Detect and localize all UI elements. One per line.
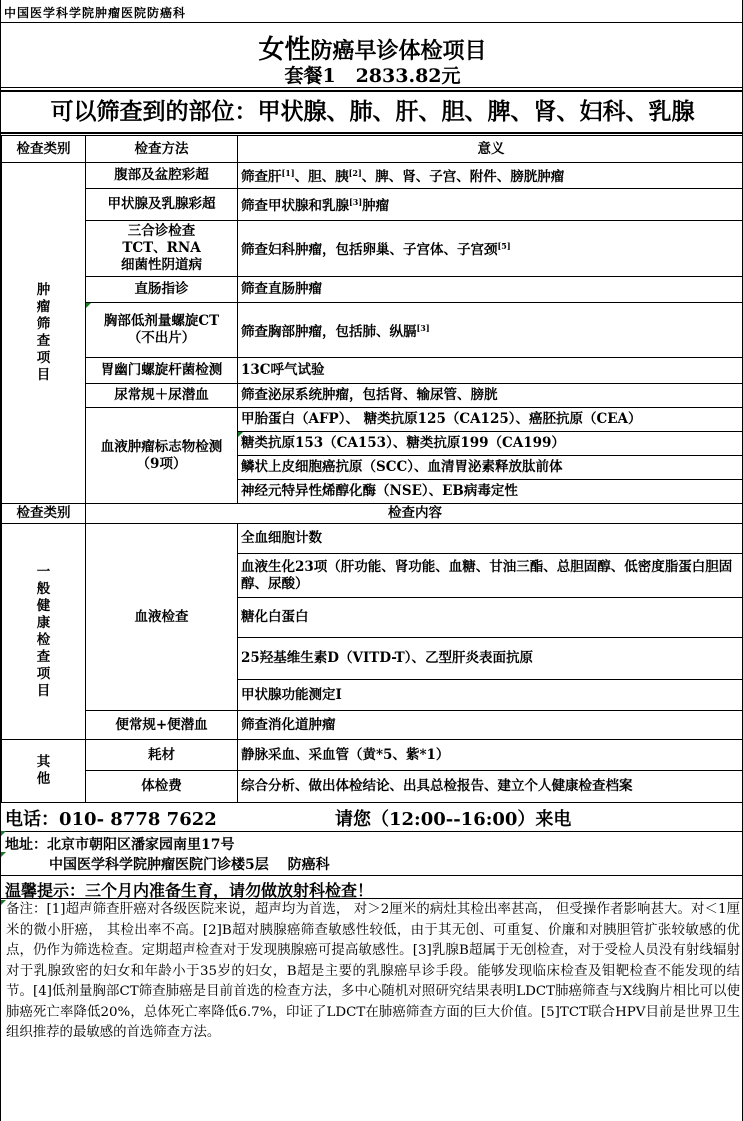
warm-tip: 温馨提示：三个月内准备生育，请勿做放射科检查！ (1, 875, 743, 899)
category-label: 其 他 (36, 754, 51, 787)
category-label: 肿 瘤 筛 查 项 目 (36, 282, 51, 383)
table-row (2, 189, 743, 221)
header-meaning: 意义 (238, 136, 743, 163)
table-row (2, 771, 743, 803)
meaning-text: 、脾、肾、子宫、附件、膀胱肿瘤 (361, 169, 565, 185)
footnote-ref: [2] (348, 168, 362, 178)
table-row (2, 358, 743, 384)
method-line: 三合诊检查 (127, 223, 196, 239)
content-cell: 全血细胞计数 (238, 524, 743, 554)
footnote-ref: [1] (281, 168, 295, 178)
method-cell: 尿常规＋尿潜血 (86, 384, 238, 408)
method-cell-blood: 血液检查 (86, 524, 238, 711)
package-price (1, 61, 743, 88)
footnote-ref: [5] (497, 241, 511, 251)
footnote-ref: [3] (416, 322, 430, 333)
cell-marker (1, 900, 6, 905)
method-cell: 胃幽门螺旋杆菌检测 (86, 358, 238, 384)
meaning-text: 筛查妇科肿瘤，包括卵巢、子宫体、子宫颈 (241, 242, 498, 258)
method-cell: 腹部及盆腔彩超 (86, 163, 238, 189)
cell-marker (1, 831, 6, 836)
address: 地址：北京市朝阳区潘家园南里17号 (1, 831, 743, 851)
table-header-row (2, 136, 743, 163)
category-other (2, 740, 86, 803)
content-cell: 甲状腺功能测定I (238, 680, 743, 711)
screening-areas-banner: 可以筛查到的部位：甲状腺、肺、肝、胆、脾、肾、妇科、乳腺 (1, 90, 743, 134)
marker-item (238, 432, 743, 456)
category-general-health (2, 524, 86, 740)
table-row (2, 408, 743, 432)
meaning-text: 肿瘤 (362, 198, 390, 214)
category-tumor-screening (2, 163, 86, 504)
header-method: 检查方法 (86, 136, 238, 163)
meaning-cell: 13C呼气试验 (238, 358, 743, 384)
table-row (2, 384, 743, 408)
price: 2833.82元 (355, 65, 461, 87)
meaning-cell (238, 163, 743, 189)
meaning-text: 、胆、胰 (294, 169, 349, 185)
table-row (2, 711, 743, 740)
content-cell: 糖化白蛋白 (238, 598, 743, 638)
exam-table (1, 135, 743, 803)
method-line: 胸部低剂量螺旋CT (103, 313, 220, 329)
meaning-cell: 筛查泌尿系统肿瘤，包括肾、输尿管、膀胱 (238, 384, 743, 408)
footnotes: 备注：[1]超声筛查肝癌对各级医院来说，超声均为首选， 对＞2厘米的病灶其检出率甚高， 但受操作者影响甚大。对＜1厘米的微小肝癌， 其检出率不高。[2]B超对胰腺癌筛查敏感性较低，由于其无创、可重复、价廉和对胰胆管扩张较敏感的优点，仍作为筛选检查。定期超声检查对于发现胰腺癌可提高敏感性。[3]乳腺B超属于无创检查，对于受检人员没有射线辐射对于乳腺致密的妇女和年龄小于35岁的妇女，B超是主要的乳腺癌早诊手段。能够发现临床检查及钼靶检查不能发现的结节。[4]低剂量胸部CT筛查肺癌是目前首选的检查方法，多中心随机对照研究结果表明LDCT肺癌筛查与X线胸片相比可以使肺癌死亡率降低20%，总体死亡率降低6.7%，印证了LDCT在肺癌筛查方面的巨大价值。[5]TCT联合HPV目前是世界卫生组织推荐的最敏感的首选筛查方法。 (6, 902, 740, 1040)
method-cell: 直肠指诊 (86, 277, 238, 303)
phone-label: 电话： (5, 809, 59, 830)
header-category: 检查类别 (2, 504, 86, 524)
title-main: 防癌早诊体检项目 (310, 38, 487, 64)
method-cell (86, 221, 238, 277)
content-cell: 血液生化23项（肝功能、肾功能、血糖、甘油三酯、总胆固醇、低密度脂蛋白胆固醇、尿酸） (238, 554, 743, 598)
marker-item: 甲胎蛋白（AFP）、 糖类抗原125（CA125）、癌胚抗原（CEA） (238, 408, 743, 432)
marker-text: 糖类抗原153（CA153）、糖类抗原199（CA199） (241, 435, 565, 451)
header-category: 检查类别 (2, 136, 86, 163)
cell-marker (1, 852, 6, 857)
method-line: （9项） (136, 455, 187, 472)
content-cell: 筛查消化道肿瘤 (238, 711, 743, 740)
method-cell: 体检费 (86, 771, 238, 803)
method-line: 血液肿瘤标志物检测 (100, 438, 223, 455)
call-hours: 请您（12:00--16:00）来电 (335, 809, 572, 830)
meaning-text: 筛查胸部肿瘤，包括肺、纵膈 (241, 323, 417, 340)
cell-marker (86, 303, 91, 308)
category-label: 一 般 健 康 检 查 项 目 (36, 563, 51, 699)
meaning-cell (238, 221, 743, 277)
marker-item: 神经元特异性烯醇化酶（NSE）、EB病毒定性 (238, 480, 743, 504)
method-cell: 甲状腺及乳腺彩超 (86, 189, 238, 221)
title-prefix: 女性 (258, 35, 311, 65)
meaning-text: 筛查甲状腺和乳腺 (241, 198, 349, 214)
method-line: 细菌性阴道病 (121, 257, 202, 273)
meaning-text: 筛查肝 (241, 169, 282, 185)
content-cell: 综合分析、做出体检结论、出具总检报告、建立个人健康检查档案 (238, 771, 743, 803)
method-cell: 耗材 (86, 740, 238, 771)
table-row (2, 221, 743, 277)
meaning-cell (238, 303, 743, 358)
content-cell: 25羟基维生素D（VITD-T）、乙型肝炎表面抗原 (238, 638, 743, 680)
method-cell-tumor-markers (86, 408, 238, 504)
marker-item: 鳞状上皮细胞癌抗原（SCC）、血清胃泌素释放肽前体 (238, 456, 743, 480)
package-name: 套餐1 (284, 65, 336, 87)
table-header-row (2, 504, 743, 524)
table-row (2, 303, 743, 358)
method-line: （不出片） (127, 330, 196, 346)
cell-marker (238, 432, 243, 437)
phone-line (1, 799, 743, 830)
meaning-cell (238, 189, 743, 221)
meaning-cell: 筛查直肠肿瘤 (238, 277, 743, 303)
table-row (2, 277, 743, 303)
table-row (2, 163, 743, 189)
method-cell (86, 303, 238, 358)
phone-number[interactable]: 010- 8778 7622 (59, 809, 217, 830)
table-row (2, 740, 743, 771)
org-location: 中国医学科学院肿瘤医院门诊楼5层 防癌科 (49, 857, 330, 873)
table-row (2, 524, 743, 554)
footnote-ref: [3] (349, 197, 363, 207)
method-cell: 便常规+便潜血 (86, 711, 238, 740)
org-header: 中国医学科学院肿瘤医院防癌科 (4, 6, 187, 20)
title-block (1, 22, 743, 88)
content-cell: 静脉采血、采血管（黄*5、紫*1） (238, 740, 743, 771)
method-line: TCT、RNA (122, 240, 201, 256)
header-content: 检查内容 (86, 504, 743, 524)
